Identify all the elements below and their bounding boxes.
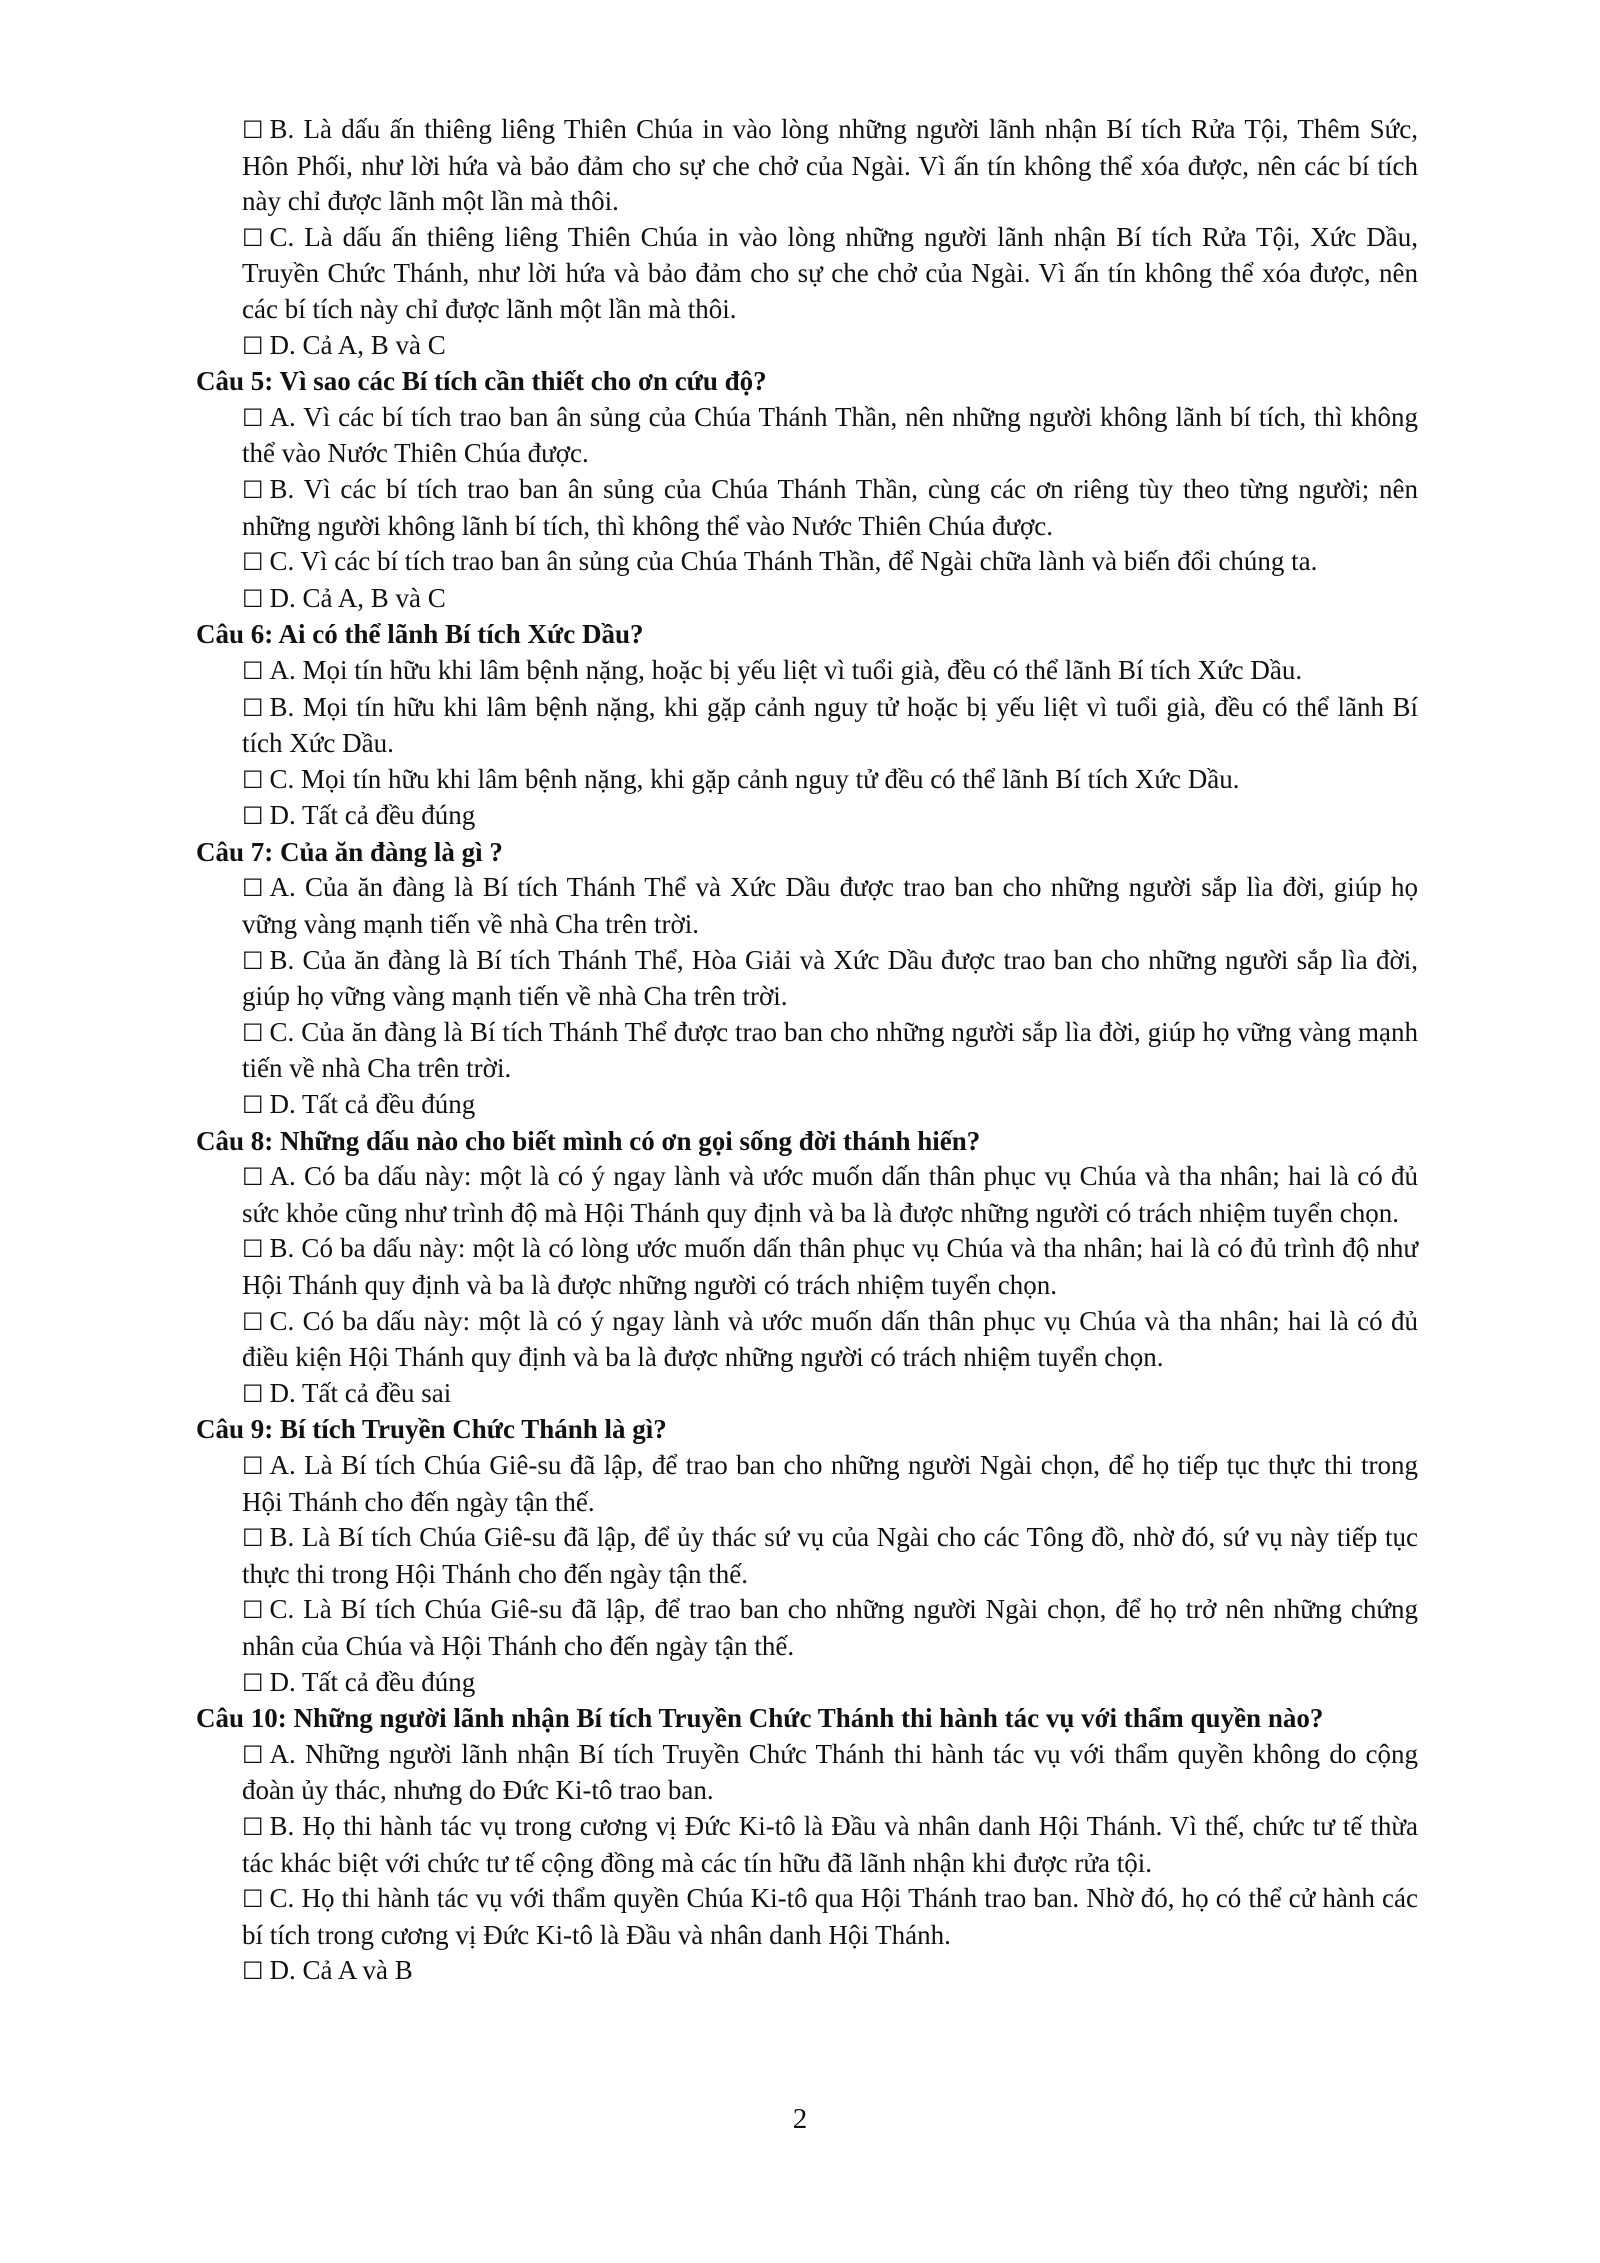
checkbox-icon[interactable]: ☐: [242, 1163, 264, 1192]
answer-option[interactable]: [196, 544, 1418, 581]
checkbox-icon[interactable]: ☐: [242, 874, 264, 903]
answer-option[interactable]: [196, 581, 1418, 618]
answer-option[interactable]: [196, 1376, 1418, 1413]
answer-option[interactable]: [196, 1159, 1418, 1231]
answer-option[interactable]: [196, 1231, 1418, 1303]
answer-option[interactable]: [196, 1592, 1418, 1664]
checkbox-icon[interactable]: ☐: [242, 1451, 264, 1480]
checkbox-icon[interactable]: ☐: [242, 403, 264, 432]
option-text: A. Những người lãnh nhận Bí tích Truyền Chức Thánh thi hành tác vụ với thẩm quyền không do cộng đoàn ủy thác, nhưng do Đức Ki-tô trao ban.: [242, 1738, 1418, 1806]
option-text: C. Là dấu ấn thiêng liêng Thiên Chúa in vào lòng những người lãnh nhận Bí tích Rửa Tội, Xức Dầu, Truyền Chức Thánh, như lời hứa và bảo đảm cho sự che chở của Ngài. Vì ấn tín không thể xóa được, nên các bí tích này chỉ được lãnh một lần mà thôi.: [242, 221, 1418, 324]
checkbox-icon[interactable]: ☐: [242, 1524, 264, 1553]
answer-option[interactable]: [196, 1087, 1418, 1124]
option-text: C. Vì các bí tích trao ban ân sủng của Chúa Thánh Thần, để Ngài chữa lành và biến đổi chúng ta.: [269, 546, 1318, 577]
option-text: A. Là Bí tích Chúa Giê-su đã lập, để trao ban cho những người Ngài chọn, để họ tiếp tục thực thi trong Hội Thánh cho đến ngày tận thế.: [242, 1449, 1418, 1517]
answer-option[interactable]: [196, 1520, 1418, 1592]
checkbox-icon[interactable]: ☐: [242, 1307, 264, 1336]
checkbox-icon[interactable]: ☐: [242, 548, 264, 577]
option-text: C. Là Bí tích Chúa Giê-su đã lập, để trao ban cho những người Ngài chọn, để họ trở nên những chứng nhân của Chúa và Hội Thánh cho đến ngày tận thế.: [242, 1594, 1418, 1661]
checkbox-icon[interactable]: ☐: [242, 1812, 264, 1841]
option-text: C. Họ thi hành tác vụ với thẩm quyền Chúa Ki-tô qua Hội Thánh trao ban. Nhờ đó, họ có thể cử hành các bí tích trong cương vị Đức Ki-tô là Đầu và nhân danh Hội Thánh.: [242, 1883, 1418, 1950]
question-title: Câu 8: Những dấu nào cho biết mình có ơn gọi sống đời thánh hiến?: [196, 1125, 981, 1156]
answer-option[interactable]: [196, 1737, 1418, 1809]
option-text: A. Vì các bí tích trao ban ân sủng của Chúa Thánh Thần, nên những người không lãnh bí tích, thì không thể vào Nước Thiên Chúa được.: [242, 401, 1418, 469]
question-title: Câu 10: Những người lãnh nhận Bí tích Truyền Chức Thánh thi hành tác vụ với thẩm quyền nào?: [196, 1703, 1324, 1734]
checkbox-icon[interactable]: ☐: [242, 1596, 264, 1625]
option-text: D. Cả A, B và C: [269, 582, 446, 613]
option-text: B. Vì các bí tích trao ban ân sủng của Chúa Thánh Thần, cùng các ơn riêng tùy theo từng người; nên những người không lãnh bí tích, thì không thể vào Nước Thiên Chúa được.: [242, 473, 1418, 541]
question-title: Câu 6: Ai có thể lãnh Bí tích Xức Dầu?: [196, 619, 644, 650]
checkbox-icon[interactable]: ☐: [242, 1091, 264, 1120]
checkbox-icon[interactable]: ☐: [242, 693, 264, 722]
answer-option[interactable]: [196, 328, 1418, 365]
checkbox-icon[interactable]: ☐: [242, 1379, 264, 1408]
answer-option[interactable]: [196, 1015, 1418, 1087]
option-text: B. Là Bí tích Chúa Giê-su đã lập, để ủy thác sứ vụ của Ngài cho các Tông đồ, nhờ đó, sứ vụ này tiếp tục thực thi trong Hội Thánh cho đến ngày tận thế.: [242, 1522, 1418, 1589]
checkbox-icon[interactable]: ☐: [242, 1668, 264, 1697]
answer-option[interactable]: [196, 1809, 1418, 1881]
option-text: B. Họ thi hành tác vụ trong cương vị Đức Ki-tô là Đầu và nhân danh Hội Thánh. Vì thế, chức tư tế thừa tác khác biệt với chức tư tế cộng đồng mà các tín hữu đã lãnh nhận khi được rửa tội.: [242, 1810, 1418, 1878]
answer-option[interactable]: [196, 1448, 1418, 1520]
answer-option[interactable]: [196, 112, 1418, 220]
option-text: D. Tất cả đều sai: [269, 1377, 452, 1408]
checkbox-icon[interactable]: ☐: [242, 1018, 264, 1047]
option-text: D. Cả A và B: [269, 1955, 413, 1986]
option-text: D. Tất cả đều đúng: [269, 800, 476, 831]
answer-option[interactable]: [196, 1665, 1418, 1702]
answer-option[interactable]: [196, 762, 1418, 799]
checkbox-icon[interactable]: ☐: [242, 331, 264, 360]
checkbox-icon[interactable]: ☐: [242, 946, 264, 975]
checkbox-icon[interactable]: ☐: [242, 656, 264, 685]
option-text: D. Cả A, B và C: [269, 329, 446, 360]
option-text: C. Có ba dấu này: một là có ý ngay lành và ước muốn dấn thân phục vụ Chúa và tha nhân; hai là có đủ điều kiện Hội Thánh quy định và ba là được những người có trách nhiệm tuyển chọn.: [242, 1305, 1418, 1373]
option-text: B. Của ăn đàng là Bí tích Thánh Thể, Hòa Giải và Xức Dầu được trao ban cho những người sắp lìa đời, giúp họ vững vàng mạnh tiến về nhà Cha trên trời.: [242, 944, 1418, 1012]
answer-option[interactable]: [196, 400, 1418, 472]
checkbox-icon[interactable]: ☐: [242, 223, 264, 252]
answer-option[interactable]: [196, 690, 1418, 762]
answer-option[interactable]: [196, 1953, 1418, 1990]
option-text: D. Tất cả đều đúng: [269, 1089, 476, 1120]
checkbox-icon[interactable]: ☐: [242, 116, 264, 144]
checkbox-icon[interactable]: ☐: [242, 802, 264, 831]
question-title: Câu 5: Vì sao các Bí tích cần thiết cho ơn cứu độ?: [196, 366, 767, 397]
option-text: B. Có ba dấu này: một là có lòng ước muốn dấn thân phục vụ Chúa và tha nhân; hai là có đủ trình độ như Hội Thánh quy định và ba là được những người có trách nhiệm tuyển chọn.: [242, 1233, 1418, 1300]
question-title: Câu 7: Của ăn đàng là gì ?: [196, 836, 503, 867]
checkbox-icon[interactable]: ☐: [242, 1740, 264, 1769]
answer-option[interactable]: [196, 1881, 1418, 1953]
option-text: B. Mọi tín hữu khi lâm bệnh nặng, khi gặp cảnh nguy tử hoặc bị yếu liệt vì tuổi già, đều có thể lãnh Bí tích Xức Dầu.: [242, 691, 1418, 759]
question-title: Câu 9: Bí tích Truyền Chức Thánh là gì?: [196, 1414, 667, 1445]
checkbox-icon[interactable]: ☐: [242, 1235, 264, 1264]
checkbox-icon[interactable]: ☐: [242, 1885, 264, 1914]
answer-option[interactable]: [196, 472, 1418, 544]
answer-option[interactable]: [196, 1304, 1418, 1376]
checkbox-icon[interactable]: ☐: [242, 584, 264, 613]
option-text: D. Tất cả đều đúng: [269, 1666, 476, 1697]
option-text: C. Mọi tín hữu khi lâm bệnh nặng, khi gặp cảnh nguy tử đều có thể lãnh Bí tích Xức Dầu.: [269, 763, 1240, 794]
document-page: [196, 112, 1418, 1990]
page-number: 2: [792, 2103, 808, 2135]
option-text: C. Của ăn đàng là Bí tích Thánh Thể được trao ban cho những người sắp lìa đời, giúp họ vững vàng mạnh tiến về nhà Cha trên trời.: [242, 1016, 1418, 1084]
answer-option[interactable]: [196, 220, 1418, 328]
option-text: B. Là dấu ấn thiêng liêng Thiên Chúa in vào lòng những người lãnh nhận Bí tích Rửa Tội, Thêm Sức, Hôn Phối, như lời hứa và bảo đảm cho sự che chở của Ngài. Vì ấn tín không thể xóa được, nên các bí tích này chỉ được lãnh một lần mà thôi.: [242, 114, 1418, 217]
answer-option[interactable]: [196, 653, 1418, 690]
answer-option[interactable]: [196, 943, 1418, 1015]
checkbox-icon[interactable]: ☐: [242, 1957, 264, 1986]
option-text: A. Mọi tín hữu khi lâm bệnh nặng, hoặc bị yếu liệt vì tuổi già, đều có thể lãnh Bí tích Xức Dầu.: [269, 654, 1303, 685]
checkbox-icon[interactable]: ☐: [242, 475, 264, 504]
checkbox-icon[interactable]: ☐: [242, 765, 264, 794]
answer-option[interactable]: [196, 798, 1418, 835]
answer-option[interactable]: [196, 870, 1418, 942]
option-text: A. Của ăn đàng là Bí tích Thánh Thể và Xức Dầu được trao ban cho những người sắp lìa đời, giúp họ vững vàng mạnh tiến về nhà Cha trên trời.: [242, 872, 1418, 940]
option-text: A. Có ba dấu này: một là có ý ngay lành và ước muốn dấn thân phục vụ Chúa và tha nhân; hai là có đủ sức khỏe cũng như trình độ mà Hội Thánh quy định và ba là được những người có trách nhiệm tuyển chọn.: [242, 1161, 1418, 1228]
